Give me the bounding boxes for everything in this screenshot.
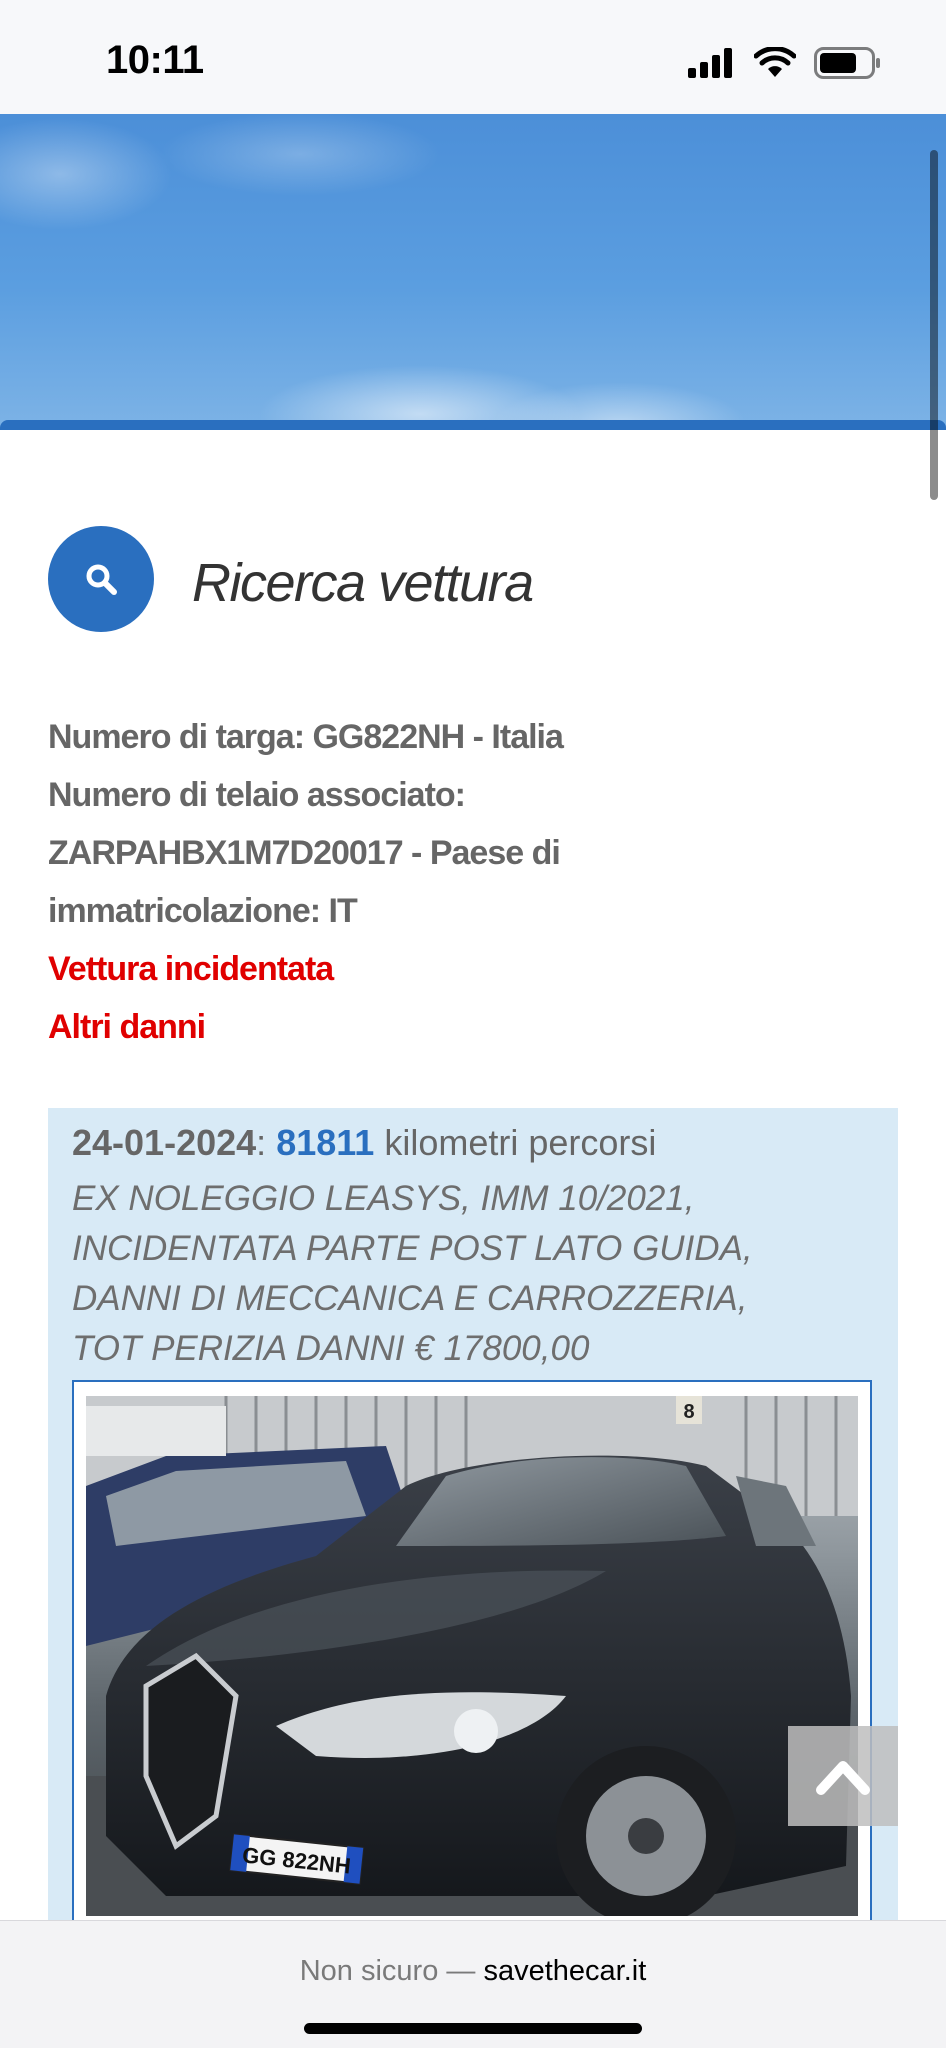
report-entry bbox=[48, 1108, 898, 1928]
report-description-line: EX NOLEGGIO LEASYS, IMM 10/2021, bbox=[72, 1179, 695, 1218]
car-photo-illustration bbox=[86, 1396, 858, 1916]
license-plate-text: GG 822NH bbox=[241, 1842, 352, 1879]
browser-address-bar[interactable] bbox=[0, 1920, 946, 2048]
scroll-to-top-button[interactable] bbox=[788, 1726, 898, 1826]
accident-alert: Vettura incidentata bbox=[48, 950, 334, 988]
chevron-up-icon bbox=[816, 1756, 870, 1796]
report-km-value: 81811 bbox=[276, 1122, 375, 1163]
report-separator: : bbox=[256, 1122, 267, 1163]
plate-number-line: Numero di targa: GG822NH - Italia bbox=[48, 718, 563, 756]
cellular-signal-icon bbox=[688, 48, 736, 78]
report-header bbox=[72, 1122, 656, 1164]
registration-country-line: immatricolazione: IT bbox=[48, 892, 357, 930]
status-bar bbox=[0, 0, 946, 114]
status-time: 10:11 bbox=[106, 38, 204, 82]
report-km-label: kilometri percorsi bbox=[384, 1122, 657, 1163]
report-description-line: INCIDENTATA PARTE POST LATO GUIDA, bbox=[72, 1229, 753, 1268]
search-button[interactable] bbox=[48, 526, 154, 632]
car-photo[interactable] bbox=[86, 1396, 858, 1916]
vin-value-line: ZARPAHBX1M7D20017 - Paese di bbox=[48, 834, 560, 872]
report-description bbox=[72, 1174, 882, 1374]
vin-label-line: Numero di telaio associato: bbox=[48, 776, 465, 814]
other-damage-alert: Altri danni bbox=[48, 1008, 206, 1046]
report-description-line: DANNI DI MECCANICA E CARROZZERIA, bbox=[72, 1279, 748, 1318]
report-date: 24-01-2024 bbox=[72, 1122, 257, 1163]
main-content bbox=[0, 430, 946, 1920]
search-icon bbox=[84, 562, 118, 596]
status-icons bbox=[688, 46, 882, 80]
roof-marker-label: 8 bbox=[683, 1401, 695, 1423]
scrollbar[interactable] bbox=[930, 150, 938, 500]
header-banner bbox=[0, 114, 946, 430]
report-description-line: TOT PERIZIA DANNI € 17800,00 bbox=[72, 1329, 590, 1368]
vehicle-info bbox=[48, 708, 908, 1056]
battery-icon bbox=[814, 47, 882, 79]
url-domain: savethecar.it bbox=[483, 1955, 647, 1987]
page-title: Ricerca vettura bbox=[192, 553, 533, 613]
home-indicator[interactable] bbox=[304, 2023, 642, 2034]
url-display[interactable] bbox=[0, 1955, 946, 1988]
insecure-label: Non sicuro — bbox=[299, 1955, 476, 1987]
wifi-icon bbox=[754, 47, 796, 79]
car-photo-frame[interactable] bbox=[72, 1380, 872, 1940]
